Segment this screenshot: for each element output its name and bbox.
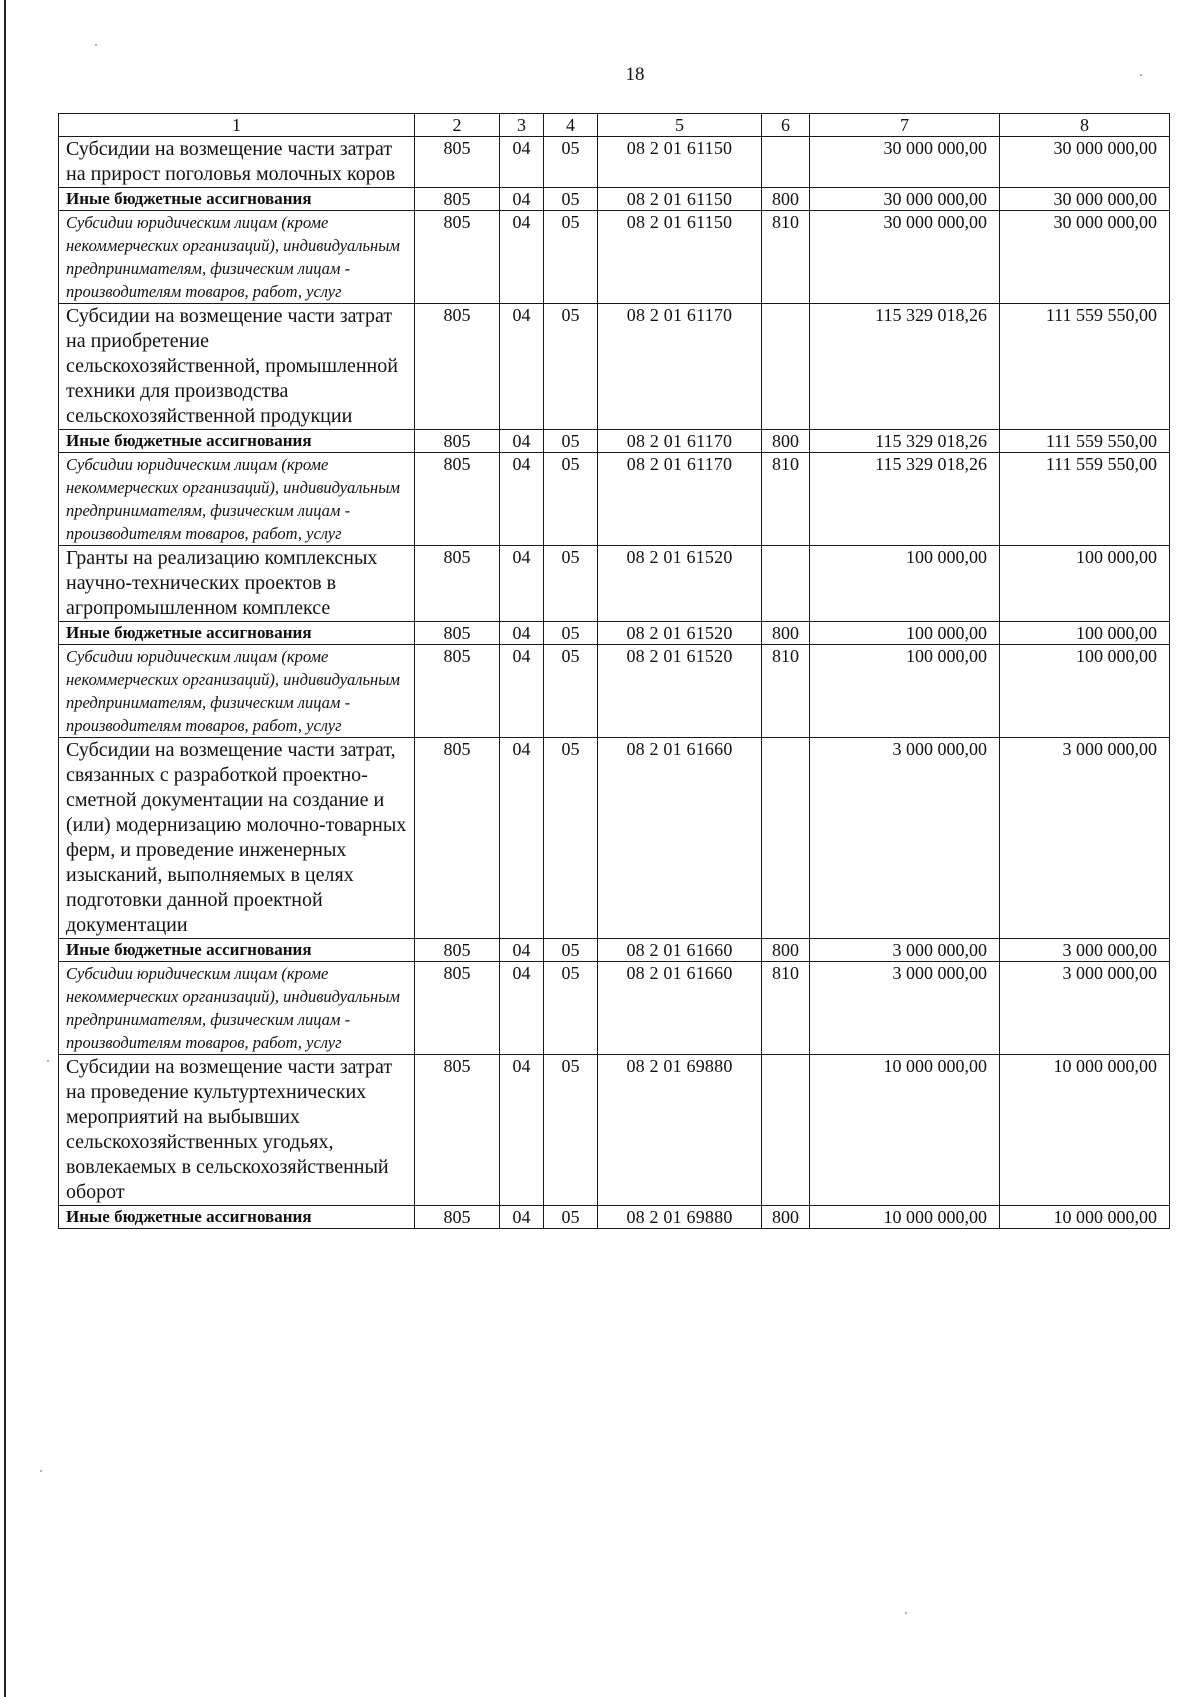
section-code-cell: 04 [500, 1206, 544, 1229]
target-article-cell: 08 2 01 69880 [598, 1055, 762, 1206]
table-row [59, 546, 1170, 622]
amount-col7-cell: 100 000,00 [810, 622, 1000, 645]
target-article-cell: 08 2 01 61520 [598, 546, 762, 622]
header-cell-8: 8 [1000, 114, 1170, 137]
item-name-cell: Субсидии юридическим лицам (кроме некоммерческих организаций), индивидуальным предпринимателям, физическим лицам - производителям товаров, работ, услуг [59, 962, 415, 1055]
chapter-code-cell: 805 [415, 188, 500, 211]
amount-col8-cell: 111 559 550,00 [1000, 304, 1170, 430]
chapter-code-cell: 805 [415, 962, 500, 1055]
expense-type-cell: 810 [762, 962, 810, 1055]
subsection-code-cell: 05 [544, 622, 598, 645]
expense-type-cell: 810 [762, 453, 810, 546]
item-name-cell: Субсидии юридическим лицам (кроме некоммерческих организаций), индивидуальным предпринимателям, физическим лицам - производителям товаров, работ, услуг [59, 645, 415, 738]
chapter-code-cell: 805 [415, 939, 500, 962]
expense-type-cell [762, 738, 810, 939]
target-article-cell: 08 2 01 61660 [598, 962, 762, 1055]
amount-col8-cell: 111 559 550,00 [1000, 430, 1170, 453]
scan-left-edge [4, 0, 6, 1697]
section-code-cell: 04 [500, 1055, 544, 1206]
section-code-cell: 04 [500, 430, 544, 453]
amount-col7-cell: 10 000 000,00 [810, 1206, 1000, 1229]
chapter-code-cell: 805 [415, 645, 500, 738]
table-row [59, 962, 1170, 1055]
expense-type-cell: 800 [762, 939, 810, 962]
target-article-cell: 08 2 01 69880 [598, 1206, 762, 1229]
header-cell-7: 7 [810, 114, 1000, 137]
amount-col7-cell: 100 000,00 [810, 645, 1000, 738]
amount-col7-cell: 115 329 018,26 [810, 430, 1000, 453]
chapter-code-cell: 805 [415, 304, 500, 430]
header-cell-2: 2 [415, 114, 500, 137]
table-row [59, 939, 1170, 962]
table-row [59, 453, 1170, 546]
subsection-code-cell: 05 [544, 738, 598, 939]
item-name-cell: Иные бюджетные ассигнования [59, 430, 415, 453]
subsection-code-cell: 05 [544, 546, 598, 622]
amount-col8-cell: 100 000,00 [1000, 546, 1170, 622]
item-name-cell: Субсидии юридическим лицам (кроме некоммерческих организаций), индивидуальным предпринимателям, физическим лицам - производителям товаров, работ, услуг [59, 211, 415, 304]
item-name-cell: Субсидии на возмещение части затрат, связанных с разработкой проектно-сметной документации на создание и (или) модернизацию молочно-товарных ферм, и проведение инженерных изысканий, выполняемых в целях подготовки данной проектной документации [59, 738, 415, 939]
expense-type-cell [762, 546, 810, 622]
section-code-cell: 04 [500, 962, 544, 1055]
item-name-cell: Гранты на реализацию комплексных научно-технических проектов в агропромышленном комплексе [59, 546, 415, 622]
expense-type-cell: 800 [762, 622, 810, 645]
subsection-code-cell: 05 [544, 137, 598, 188]
chapter-code-cell: 805 [415, 211, 500, 304]
amount-col8-cell: 3 000 000,00 [1000, 738, 1170, 939]
target-article-cell: 08 2 01 61660 [598, 939, 762, 962]
section-code-cell: 04 [500, 546, 544, 622]
chapter-code-cell: 805 [415, 137, 500, 188]
chapter-code-cell: 805 [415, 453, 500, 546]
item-name-cell: Субсидии на возмещение части затрат на прирост поголовья молочных коров [59, 137, 415, 188]
target-article-cell: 08 2 01 61520 [598, 622, 762, 645]
subsection-code-cell: 05 [544, 453, 598, 546]
expense-type-cell [762, 304, 810, 430]
target-article-cell: 08 2 01 61150 [598, 137, 762, 188]
amount-col8-cell: 3 000 000,00 [1000, 962, 1170, 1055]
item-name-cell: Субсидии юридическим лицам (кроме некоммерческих организаций), индивидуальным предпринимателям, физическим лицам - производителям товаров, работ, услуг [59, 453, 415, 546]
table-body [59, 114, 1170, 1229]
table-row [59, 1206, 1170, 1229]
budget-table [58, 113, 1170, 1229]
header-row [59, 114, 1170, 137]
target-article-cell: 08 2 01 61170 [598, 453, 762, 546]
item-name-cell: Иные бюджетные ассигнования [59, 622, 415, 645]
header-cell-6: 6 [762, 114, 810, 137]
scan-speck [1140, 74, 1142, 76]
chapter-code-cell: 805 [415, 430, 500, 453]
target-article-cell: 08 2 01 61150 [598, 211, 762, 304]
chapter-code-cell: 805 [415, 1055, 500, 1206]
table-row [59, 1055, 1170, 1206]
subsection-code-cell: 05 [544, 304, 598, 430]
amount-col8-cell: 100 000,00 [1000, 645, 1170, 738]
expense-type-cell: 800 [762, 430, 810, 453]
amount-col8-cell: 111 559 550,00 [1000, 453, 1170, 546]
expense-type-cell: 810 [762, 211, 810, 304]
amount-col8-cell: 3 000 000,00 [1000, 939, 1170, 962]
item-name-cell: Иные бюджетные ассигнования [59, 939, 415, 962]
section-code-cell: 04 [500, 137, 544, 188]
amount-col7-cell: 115 329 018,26 [810, 304, 1000, 430]
expense-type-cell: 810 [762, 645, 810, 738]
table-row [59, 430, 1170, 453]
subsection-code-cell: 05 [544, 188, 598, 211]
target-article-cell: 08 2 01 61170 [598, 430, 762, 453]
scan-speck [40, 1470, 42, 1472]
expense-type-cell [762, 137, 810, 188]
amount-col8-cell: 10 000 000,00 [1000, 1055, 1170, 1206]
section-code-cell: 04 [500, 939, 544, 962]
table-row [59, 304, 1170, 430]
amount-col8-cell: 10 000 000,00 [1000, 1206, 1170, 1229]
section-code-cell: 04 [500, 304, 544, 430]
section-code-cell: 04 [500, 188, 544, 211]
subsection-code-cell: 05 [544, 430, 598, 453]
item-name-cell: Иные бюджетные ассигнования [59, 188, 415, 211]
item-name-cell: Субсидии на возмещение части затрат на проведение культуртехнических мероприятий на выбывших сельскохозяйственных угодьях, вовлекаемых в сельскохозяйственный оборот [59, 1055, 415, 1206]
subsection-code-cell: 05 [544, 1055, 598, 1206]
subsection-code-cell: 05 [544, 962, 598, 1055]
table-row [59, 137, 1170, 188]
amount-col7-cell: 10 000 000,00 [810, 1055, 1000, 1206]
page-number: 18 [625, 64, 645, 85]
amount-col7-cell: 3 000 000,00 [810, 738, 1000, 939]
item-name-cell: Субсидии на возмещение части затрат на приобретение сельскохозяйственной, промышленной техники для производства сельскохозяйственной продукции [59, 304, 415, 430]
scan-speck [905, 1612, 907, 1614]
section-code-cell: 04 [500, 453, 544, 546]
scan-speck [95, 44, 97, 46]
target-article-cell: 08 2 01 61520 [598, 645, 762, 738]
target-article-cell: 08 2 01 61170 [598, 304, 762, 430]
header-cell-1: 1 [59, 114, 415, 137]
subsection-code-cell: 05 [544, 211, 598, 304]
expense-type-cell [762, 1055, 810, 1206]
table-row [59, 188, 1170, 211]
table-row [59, 211, 1170, 304]
target-article-cell: 08 2 01 61150 [598, 188, 762, 211]
subsection-code-cell: 05 [544, 1206, 598, 1229]
expense-type-cell: 800 [762, 188, 810, 211]
item-name-cell: Иные бюджетные ассигнования [59, 1206, 415, 1229]
amount-col8-cell: 30 000 000,00 [1000, 211, 1170, 304]
table-row [59, 622, 1170, 645]
amount-col8-cell: 30 000 000,00 [1000, 137, 1170, 188]
target-article-cell: 08 2 01 61660 [598, 738, 762, 939]
chapter-code-cell: 805 [415, 738, 500, 939]
header-cell-4: 4 [544, 114, 598, 137]
amount-col7-cell: 30 000 000,00 [810, 188, 1000, 211]
section-code-cell: 04 [500, 738, 544, 939]
amount-col7-cell: 30 000 000,00 [810, 137, 1000, 188]
table-row [59, 738, 1170, 939]
header-cell-5: 5 [598, 114, 762, 137]
section-code-cell: 04 [500, 211, 544, 304]
subsection-code-cell: 05 [544, 645, 598, 738]
amount-col8-cell: 30 000 000,00 [1000, 188, 1170, 211]
amount-col8-cell: 100 000,00 [1000, 622, 1170, 645]
header-cell-3: 3 [500, 114, 544, 137]
section-code-cell: 04 [500, 622, 544, 645]
chapter-code-cell: 805 [415, 622, 500, 645]
chapter-code-cell: 805 [415, 546, 500, 622]
amount-col7-cell: 30 000 000,00 [810, 211, 1000, 304]
amount-col7-cell: 3 000 000,00 [810, 962, 1000, 1055]
chapter-code-cell: 805 [415, 1206, 500, 1229]
expense-type-cell: 800 [762, 1206, 810, 1229]
subsection-code-cell: 05 [544, 939, 598, 962]
amount-col7-cell: 100 000,00 [810, 546, 1000, 622]
amount-col7-cell: 3 000 000,00 [810, 939, 1000, 962]
table-row [59, 645, 1170, 738]
scan-speck [47, 1060, 49, 1062]
amount-col7-cell: 115 329 018,26 [810, 453, 1000, 546]
section-code-cell: 04 [500, 645, 544, 738]
